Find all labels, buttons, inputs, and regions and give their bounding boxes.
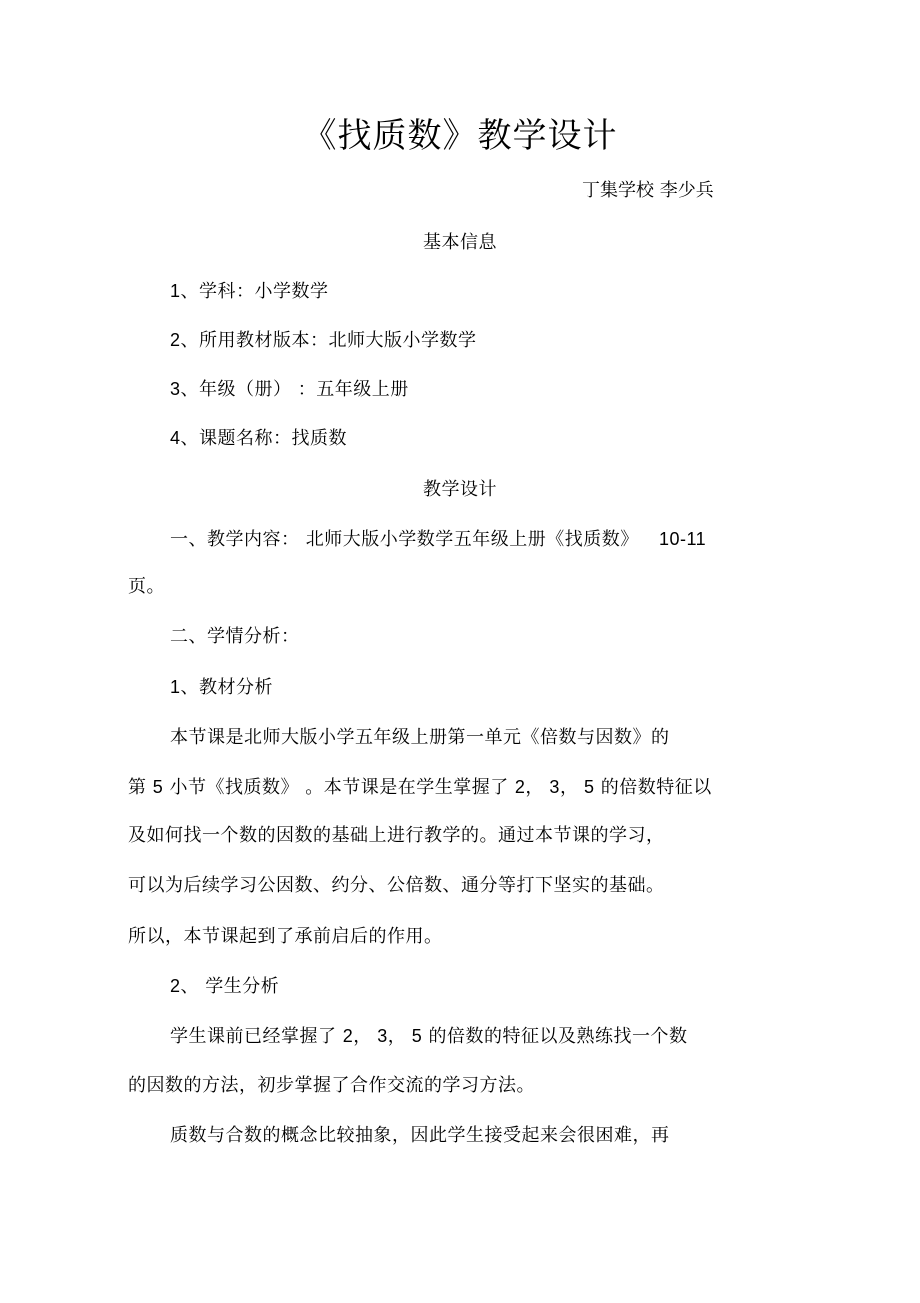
document-title: 《找质数》教学设计 [302, 116, 618, 156]
text-run: 学生课前已经掌握了 [170, 1026, 343, 1047]
section1-line1 [170, 527, 706, 552]
sub1-paragraph-line: 可以为后续学习公因数、约分、公倍数、通分等打下坚实的基础。 [128, 875, 665, 896]
sub2-paragraph-line: 质数与合数的概念比较抽象，因此学生接受起来会很困难，再 [170, 1125, 670, 1146]
basic-info-item-textbook [170, 328, 477, 353]
section2-heading: 二、学情分析： [170, 626, 300, 647]
sub2-heading [170, 974, 279, 999]
section1-line2: 页。 [128, 576, 165, 597]
basic-info-item-topic [170, 426, 347, 451]
section1-text: 一、教学内容： 北师大版小学数学五年级上册《找质数》 [170, 529, 639, 550]
sub2-heading-text: 、 学生分析 [180, 976, 280, 997]
sub1-paragraph-line: 及如何找一个数的因数的基础上进行教学的。通过本节课的学习， [128, 825, 665, 846]
item-number: 2 [170, 330, 181, 350]
section1-pages: 10-11 [658, 529, 707, 549]
item-number: 3 [170, 379, 181, 399]
item-text: 、学科：小学数学 [180, 281, 329, 302]
author-line: 丁集学校 李少兵 [582, 180, 714, 201]
number-run: 2， 3， 5 [342, 1026, 423, 1046]
basic-info-heading: 基本信息 [423, 232, 497, 253]
basic-info-item-grade [170, 377, 409, 402]
number-run: 5 [152, 777, 164, 797]
item-number: 4 [170, 428, 181, 448]
sub2-paragraph-line: 的因数的方法，初步掌握了合作交流的学习方法。 [128, 1075, 535, 1096]
text-run: 第 [128, 777, 153, 798]
sub2-paragraph-line [170, 1024, 688, 1049]
text-run: 小节《找质数》 。本节课是在学生掌握了 [163, 777, 515, 798]
number-run: 2， 3， 5 [514, 777, 595, 797]
sub1-heading [170, 675, 273, 700]
sub2-number: 2 [170, 976, 181, 996]
sub1-paragraph-line: 所以，本节课起到了承前启后的作用。 [128, 926, 443, 947]
text-run: 的倍数特征以 [594, 777, 712, 798]
design-heading: 教学设计 [423, 479, 497, 500]
item-text: 、课题名称：找质数 [180, 428, 348, 449]
sub1-paragraph-line [128, 775, 712, 800]
sub1-number: 1 [170, 677, 181, 697]
item-number: 1 [170, 281, 181, 301]
basic-info-item-subject [170, 279, 329, 304]
item-text: 、年级（册） ：五年级上册 [180, 379, 409, 400]
text-run: 的倍数的特征以及熟练找一个数 [422, 1026, 688, 1047]
sub1-paragraph-line: 本节课是北师大版小学五年级上册第一单元《倍数与因数》的 [170, 727, 670, 748]
item-text: 、所用教材版本：北师大版小学数学 [180, 330, 477, 351]
sub1-heading-text: 、教材分析 [180, 677, 274, 698]
